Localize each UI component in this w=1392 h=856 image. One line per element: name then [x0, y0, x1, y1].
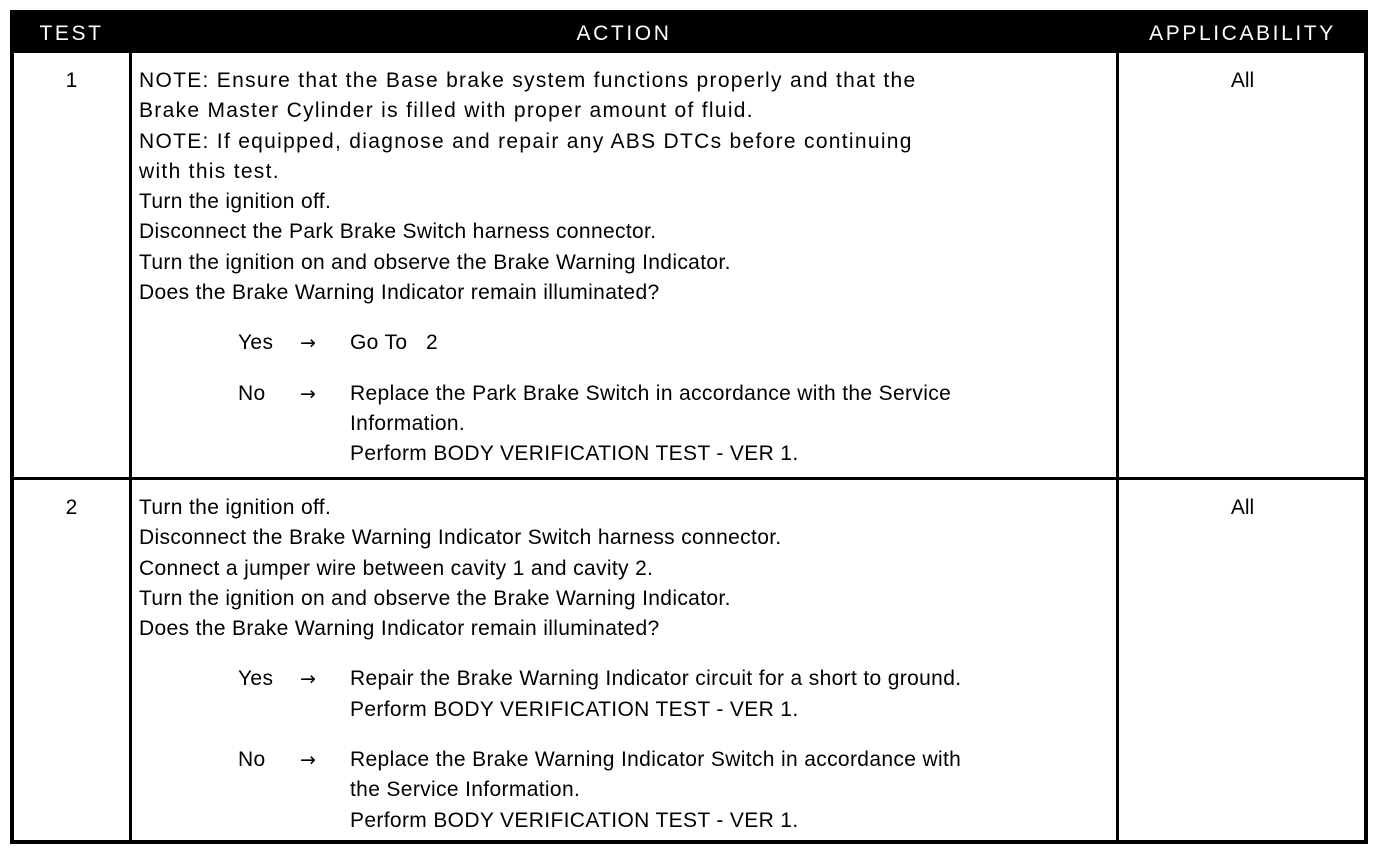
action-cell [132, 480, 1116, 840]
action-line: Turn the ignition off. [139, 190, 332, 214]
result-line: Perform BODY VERIFICATION TEST - VER 1. [350, 808, 799, 832]
test-number: 1 [65, 69, 78, 92]
result-yes [238, 664, 1116, 725]
arrow-right-icon: → [300, 749, 317, 772]
header-applicability: APPLICABILITY [1119, 14, 1366, 53]
result-line: Go To 2 [350, 331, 438, 355]
result-line: Repair the Brake Warning Indicator circuit for a short to ground. [350, 667, 962, 691]
result-label: Yes [238, 331, 274, 355]
action-line: NOTE: If equipped, diagnose and repair any ABS DTCs before continuing [139, 129, 913, 153]
result-label: No [238, 748, 266, 772]
result-no [238, 379, 1116, 470]
result-text [350, 328, 1116, 358]
action-line: Disconnect the Park Brake Switch harness connector. [139, 220, 657, 244]
action-line: Brake Master Cylinder is filled with proper amount of fluid. [139, 99, 754, 123]
result-line: Replace the Park Brake Switch in accordance with the Service [350, 381, 952, 405]
result-line: Replace the Brake Warning Indicator Switch in accordance with [350, 748, 962, 772]
applicability-value: All [1230, 496, 1255, 519]
arrow-right-icon: → [300, 332, 317, 355]
action-cell [132, 53, 1116, 477]
action-line: Connect a jumper wire between cavity 1 and cavity 2. [139, 556, 654, 580]
action-line: with this test. [139, 159, 280, 183]
result-no [238, 745, 1116, 836]
result-text [350, 664, 1116, 725]
result-label: No [238, 381, 266, 405]
action-line: Disconnect the Brake Warning Indicator Switch harness connector. [139, 526, 782, 550]
result-line: Information. [350, 411, 466, 435]
arrow-right-icon: → [300, 668, 317, 691]
header-action: ACTION [132, 14, 1116, 53]
applicability-value: All [1230, 69, 1255, 92]
test-number: 2 [65, 496, 78, 519]
action-line: Turn the ignition off. [139, 496, 332, 519]
action-line: Turn the ignition on and observe the Brake Warning Indicator. [139, 586, 731, 610]
action-line: Does the Brake Warning Indicator remain illuminated? [139, 281, 660, 305]
result-text [350, 379, 1116, 470]
result-yes [238, 328, 1116, 358]
result-text [350, 745, 1116, 836]
action-line: Turn the ignition on and observe the Brake Warning Indicator. [139, 250, 731, 274]
result-line: the Service Information. [350, 778, 581, 802]
action-line: NOTE: Ensure that the Base brake system functions properly and that the [139, 69, 917, 92]
result-line: Perform BODY VERIFICATION TEST - VER 1. [350, 697, 799, 721]
diagnostic-test-table [10, 10, 1368, 844]
result-label: Yes [238, 667, 274, 691]
result-line: Perform BODY VERIFICATION TEST - VER 1. [350, 442, 799, 466]
action-line: Does the Brake Warning Indicator remain illuminated? [139, 617, 660, 641]
arrow-right-icon: → [300, 382, 317, 405]
header-test: TEST [14, 14, 129, 53]
